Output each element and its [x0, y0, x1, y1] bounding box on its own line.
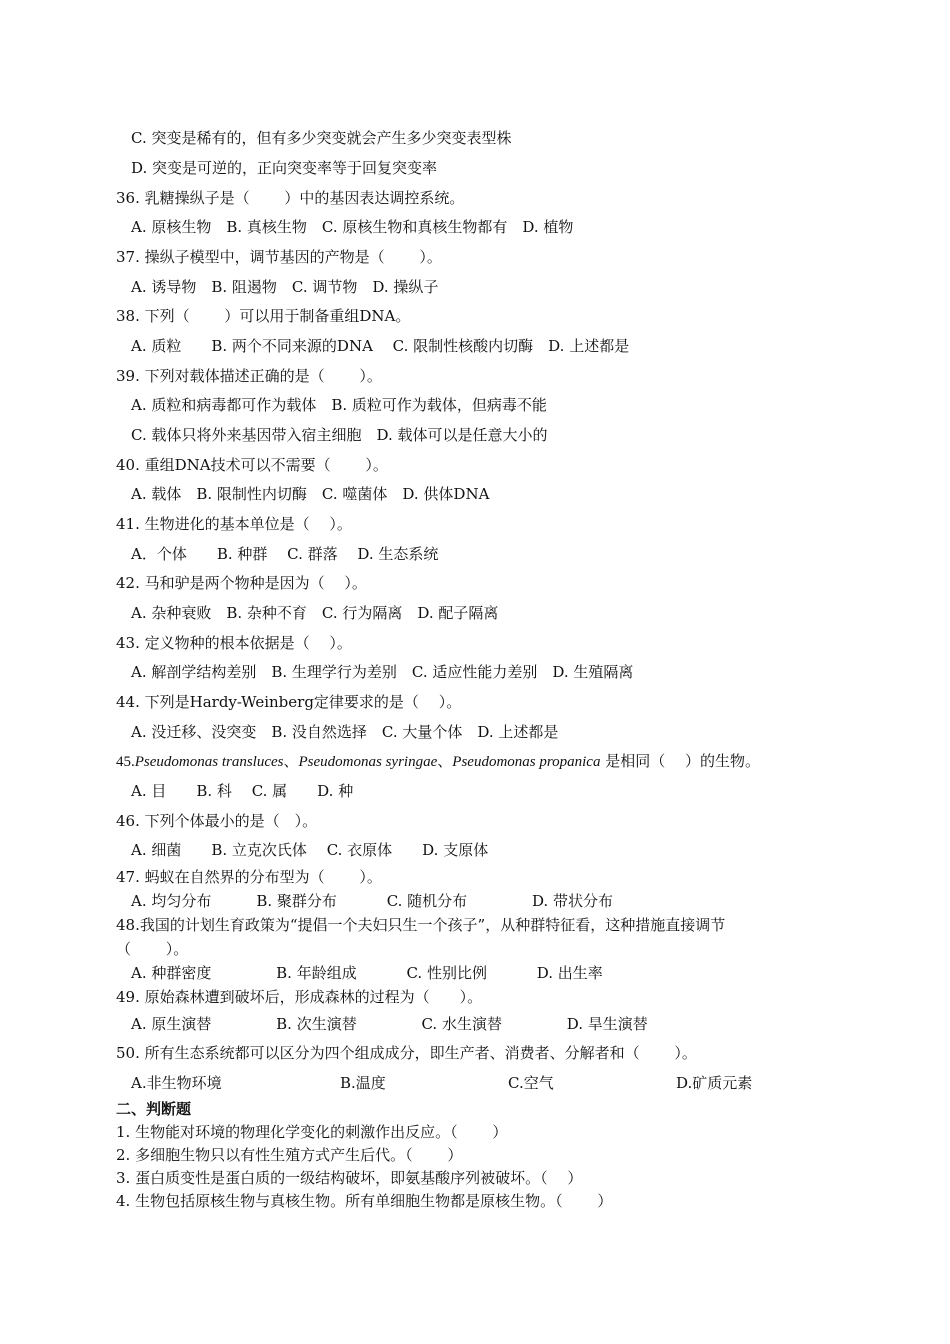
judgement-4: 4. 生物包括原核生物与真核生物。所有单细胞生物都是原核生物。（ ） [116, 1192, 613, 1210]
question-36-options: A. 原核生物 B. 真核生物 C. 原核生物和真核生物都有 D. 植物 [131, 218, 574, 236]
section-heading-judgement: 二、判断题 [116, 1100, 192, 1118]
question-45-tail: 是相同（ ）的生物。 [600, 752, 761, 770]
question-42-options: A. 杂种衰败 B. 杂种不育 C. 行为隔离 D. 配子隔离 [131, 604, 499, 622]
question-49: 49. 原始森林遭到破坏后，形成森林的过程为（ ）。 [116, 988, 483, 1006]
species-name-3: Pseudomonas propanica [452, 754, 601, 770]
question-48-options: A. 种群密度 B. 年龄组成 C. 性别比例 D. 出生率 [131, 964, 603, 982]
question-41-options: A．个体 B. 种群 C. 群落 D. 生态系统 [131, 545, 439, 563]
question-41: 41. 生物进化的基本单位是（ ）。 [116, 515, 352, 533]
question-47: 47. 蚂蚁在自然界的分布型为（ ）。 [116, 868, 382, 886]
q35-option-c: C. 突变是稀有的，但有多少突变就会产生多少突变表型株 [131, 129, 512, 147]
species-name-2: Pseudomonas syringae [298, 754, 438, 770]
question-46-options: A. 细菌 B. 立克次氏体 C. 衣原体 D. 支原体 [131, 841, 489, 859]
question-40: 40. 重组DNA技术可以不需要（ ）。 [116, 456, 388, 474]
question-45 [116, 751, 760, 772]
separator-1: 、 [283, 752, 299, 770]
question-48-line-2: （ ）。 [116, 940, 189, 958]
question-42: 42. 马和驴是两个物种是因为（ ）。 [116, 574, 367, 592]
question-37-options: A. 诱导物 B. 阻遏物 C. 调节物 D. 操纵子 [131, 278, 439, 296]
judgement-3: 3. 蛋白质变性是蛋白质的一级结构破坏，即氨基酸序列被破坏。（ ） [116, 1169, 583, 1187]
question-39-options-1: A. 质粒和病毒都可作为载体 B. 质粒可作为载体，但病毒不能 [131, 396, 547, 414]
question-38: 38. 下列（ ）可以用于制备重组DNA。 [116, 307, 411, 325]
question-46: 46. 下列个体最小的是（ ）。 [116, 812, 318, 830]
question-44: 44. 下列是Hardy-Weinberg定律要求的是（ ）。 [116, 693, 462, 711]
question-50-option-b: B.温度 [340, 1074, 386, 1092]
species-name-1: Pseudomonas transluces [134, 754, 284, 770]
question-48-line-1: 48.我国的计划生育政策为“提倡一个夫妇只生一个孩子”，从种群特征看，这种措施直接调节 [116, 916, 726, 934]
question-49-options: A. 原生演替 B. 次生演替 C. 水生演替 D. 旱生演替 [131, 1015, 648, 1033]
question-47-options: A. 均匀分布 B. 聚群分布 C. 随机分布 D. 带状分布 [131, 892, 613, 910]
question-45-options: A. 目 B. 科 C. 属 D. 种 [131, 782, 354, 800]
question-50: 50. 所有生态系统都可以区分为四个组成成分，即生产者、消费者、分解者和（ ）。 [116, 1044, 697, 1062]
question-36: 36. 乳糖操纵子是（ ）中的基因表达调控系统。 [116, 189, 465, 207]
question-38-options: A. 质粒 B. 两个不同来源的DNA C. 限制性核酸内切酶 D. 上述都是 [131, 337, 630, 355]
judgement-1: 1. 生物能对环境的物理化学变化的刺激作出反应。（ ） [116, 1123, 508, 1141]
question-39-options-2: C. 载体只将外来基因带入宿主细胞 D. 载体可以是任意大小的 [131, 426, 548, 444]
question-44-options: A. 没迁移、没突变 B. 没自然选择 C. 大量个体 D. 上述都是 [131, 723, 559, 741]
question-40-options: A. 载体 B. 限制性内切酶 C. 噬菌体 D. 供体DNA [131, 485, 490, 503]
question-39: 39. 下列对载体描述正确的是（ ）。 [116, 367, 382, 385]
question-50-option-a: A.非生物环境 [131, 1074, 222, 1092]
question-43: 43. 定义物种的根本依据是（ ）。 [116, 634, 352, 652]
question-45-number: 45. [116, 754, 135, 770]
separator-2: 、 [437, 752, 453, 770]
question-43-options: A. 解剖学结构差别 B. 生理学行为差别 C. 适应性能力差别 D. 生殖隔离 [131, 663, 634, 681]
question-50-option-c: C.空气 [508, 1074, 554, 1092]
judgement-2: 2. 多细胞生物只以有性生殖方式产生后代。（ ） [116, 1146, 463, 1164]
question-50-option-d: D.矿质元素 [676, 1074, 753, 1092]
question-37: 37. 操纵子模型中，调节基因的产物是（ ）。 [116, 248, 442, 266]
q35-option-d: D. 突变是可逆的，正向突变率等于回复突变率 [131, 159, 438, 177]
